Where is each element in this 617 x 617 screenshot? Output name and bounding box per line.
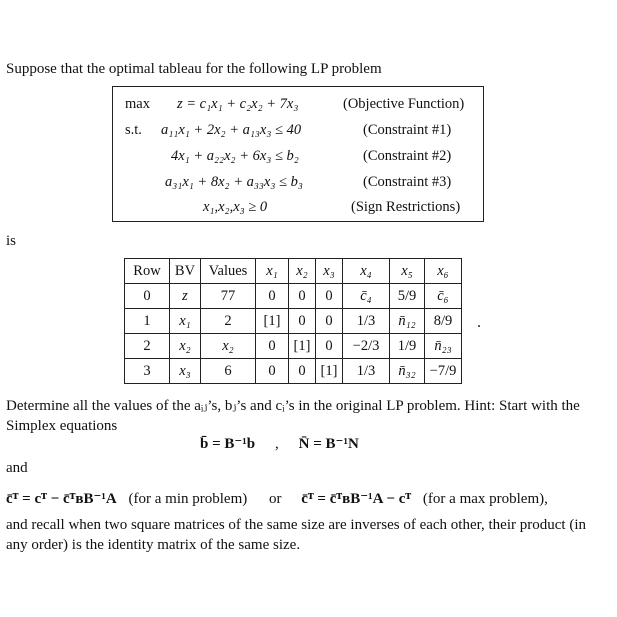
cell: −7/9 — [425, 359, 462, 384]
cost-equations — [6, 489, 548, 508]
cell: 1/3 — [343, 309, 390, 334]
recall-paragraph: and recall when two square matrices of the same size are inverses of each other, their product (in any order) is the identity matrix of the same size. — [6, 517, 586, 553]
min-note: (for a min problem) — [128, 491, 248, 507]
st-label: s.t. — [125, 122, 142, 138]
cell: 2 — [125, 334, 170, 359]
is-text: is — [6, 233, 17, 249]
constraint-1-expr: a₁₁x₁ + 2x₂ + a₁₃x₃ ≤ 40 — [161, 122, 302, 138]
simplex-equations — [200, 434, 359, 453]
cell: 77 — [201, 284, 256, 309]
max-cost-equation: c̄ᵀ = c̄ᵀʙB⁻¹A − cᵀ — [301, 491, 412, 507]
cell: z — [170, 284, 201, 309]
header-cell: x₁ — [256, 259, 289, 284]
cell: c̄₆ — [425, 284, 462, 309]
min-cost-equation: c̄ᵀ = cᵀ − c̄ᵀʙB⁻¹A — [6, 491, 117, 507]
cell: 0 — [256, 334, 289, 359]
cell: 1/3 — [343, 359, 390, 384]
max-note: (for a max problem), — [422, 491, 548, 507]
header-cell: x₄ — [343, 259, 390, 284]
cell: −2/3 — [343, 334, 390, 359]
cell: [1] — [316, 359, 343, 384]
header-cell: BV — [170, 259, 201, 284]
cell: 1 — [125, 309, 170, 334]
question-paragraph: Determine all the values of the aᵢⱼ’s, bⱼ’s and cᵢ’s in the original LP problem. Hint: Start with the Simplex equations — [6, 398, 580, 434]
cell: x₁ — [170, 309, 201, 334]
objective-note: (Objective Function) — [343, 96, 465, 112]
constraint-1-note: (Constraint #1) — [363, 122, 452, 138]
or-text: or — [268, 491, 282, 507]
cell: x₃ — [170, 359, 201, 384]
cell: 0 — [289, 309, 316, 334]
table-row — [125, 284, 462, 309]
cell: n̄₁₂ — [390, 309, 425, 334]
header-cell: Values — [201, 259, 256, 284]
cell: 2 — [201, 309, 256, 334]
header-cell: x₃ — [316, 259, 343, 284]
cell: 0 — [316, 334, 343, 359]
trailing-period: . — [477, 314, 481, 331]
header-cell: x₆ — [425, 259, 462, 284]
cell: 0 — [289, 359, 316, 384]
table-row — [125, 334, 462, 359]
header-cell: Row — [125, 259, 170, 284]
tableau-header-row — [125, 259, 462, 284]
header-cell: x₅ — [390, 259, 425, 284]
intro-text: Suppose that the optimal tableau for the following LP problem — [6, 61, 382, 77]
table-row — [125, 359, 462, 384]
constraint-2-note: (Constraint #2) — [363, 148, 452, 164]
simplex-tableau — [124, 258, 462, 384]
cell: 0 — [289, 284, 316, 309]
b-bar-equation: b̄ = B⁻¹b — [200, 436, 256, 452]
cell: n̄₂₃ — [425, 334, 462, 359]
constraint-2-expr: 4x₁ + a₂₂x₂ + 6x₃ ≤ b₂ — [171, 148, 299, 164]
cell: 0 — [125, 284, 170, 309]
n-bar-equation: N̄ = B⁻¹N — [298, 436, 359, 452]
objective-label: max — [125, 96, 150, 112]
cell: 3 — [125, 359, 170, 384]
cell: 8/9 — [425, 309, 462, 334]
table-row — [125, 309, 462, 334]
cell: c̄₄ — [343, 284, 390, 309]
constraint-3-expr: a₃₁x₁ + 8x₂ + a₃₃x₃ ≤ b₃ — [165, 174, 303, 190]
cell: 0 — [256, 359, 289, 384]
cell: [1] — [289, 334, 316, 359]
cell: 0 — [316, 309, 343, 334]
cell: 6 — [201, 359, 256, 384]
cell: 0 — [316, 284, 343, 309]
cell: n̄₃₂ — [390, 359, 425, 384]
cell: 1/9 — [390, 334, 425, 359]
cell: 0 — [256, 284, 289, 309]
cell: x₂ — [201, 334, 256, 359]
cell: x₂ — [170, 334, 201, 359]
and-text: and — [6, 460, 28, 476]
header-cell: x₂ — [289, 259, 316, 284]
sign-restriction-expr: x₁,x₂,x₃ ≥ 0 — [203, 199, 268, 215]
cell: [1] — [256, 309, 289, 334]
objective-expr: z = c₁x₁ + c₂x₂ + 7x₃ — [177, 96, 299, 112]
cell: 5/9 — [390, 284, 425, 309]
lp-problem-box — [112, 86, 484, 222]
equation-separator: , — [275, 436, 279, 452]
sign-restriction-note: (Sign Restrictions) — [351, 199, 461, 215]
constraint-3-note: (Constraint #3) — [363, 174, 452, 190]
